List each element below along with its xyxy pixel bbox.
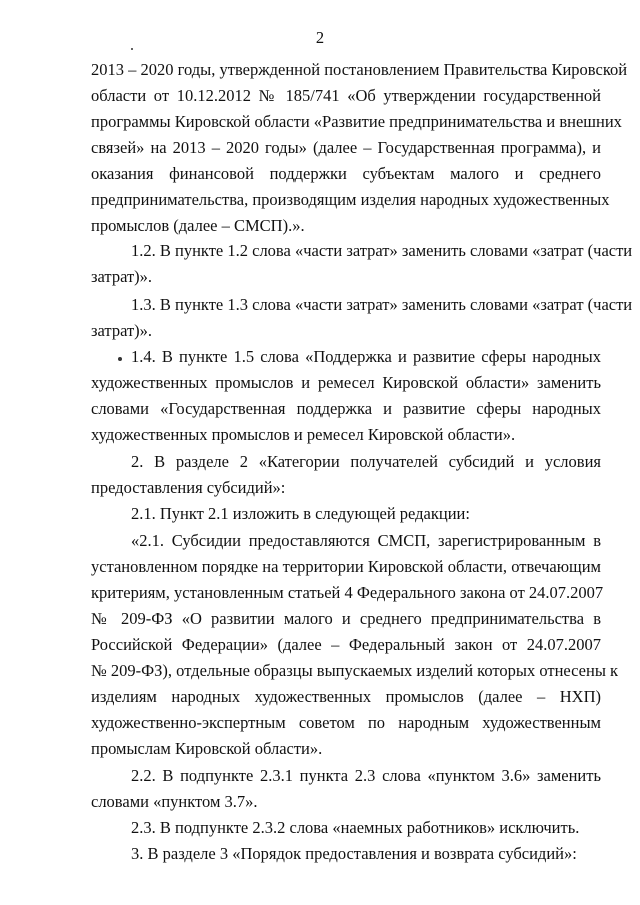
scan-speck <box>131 48 133 50</box>
text-line: 1.3. В пункте 1.3 слова «части затрат» заменить словами «затрат (части <box>131 295 633 314</box>
text-line: словами «Государственная поддержка и развитие сферы народных <box>91 399 601 418</box>
text-line: Российской Федерации» (далее – Федеральный закон от 24.07.2007 <box>91 635 601 654</box>
text-line: программы Кировской области «Развитие предпринимательства и внешних <box>91 112 622 131</box>
text-line: затрат)». <box>91 321 153 340</box>
text-line: художественно-экспертным советом по народным художественным <box>91 713 601 732</box>
text-line: 2.3. В подпункте 2.3.2 слова «наемных работников» исключить. <box>131 818 580 837</box>
text-line: затрат)». <box>91 267 153 286</box>
text-line: промыслов (далее – СМСП).». <box>91 216 305 235</box>
text-line: 2.2. В подпункте 2.3.1 пункта 2.3 слова «пунктом 3.6» заменить <box>131 766 601 785</box>
text-line: критериям, установленным статьей 4 Федерального закона от 24.07.2007 <box>91 583 604 602</box>
text-line: 3. В разделе 3 «Порядок предоставления и возврата субсидий»: <box>131 844 577 863</box>
text-line: предпринимательства, производящим изделия народных художественных <box>91 190 610 209</box>
text-line: области от 10.12.2012 № 185/741 «Об утверждении государственной <box>91 86 601 105</box>
text-line: «2.1. Субсидии предоставляются СМСП, зарегистрированным в <box>131 531 601 550</box>
text-line: установленном порядке на территории Кировской области, отвечающим <box>91 557 601 576</box>
text-line: 2. В разделе 2 «Категории получателей субсидий и условия <box>131 452 601 471</box>
text-line: изделиям народных художественных промыслов (далее – НХП) <box>91 687 601 706</box>
page-number: 2 <box>315 28 325 47</box>
text-line: связей» на 2013 – 2020 годы» (далее – Государственная программа), и <box>91 138 601 157</box>
text-line: № 209-ФЗ), отдельные образцы выпускаемых изделий которых отнесены к <box>91 661 619 680</box>
text-line: 2013 – 2020 годы, утвержденной постановлением Правительства Кировской <box>91 60 628 79</box>
scan-speck <box>118 357 122 361</box>
text-line: 2.1. Пункт 2.1 изложить в следующей редакции: <box>131 504 470 523</box>
text-line: промыслам Кировской области». <box>91 739 323 758</box>
text-line: словами «пунктом 3.7». <box>91 792 258 811</box>
text-line: художественных промыслов и ремесел Кировской области». <box>91 425 516 444</box>
text-line: 1.2. В пункте 1.2 слова «части затрат» заменить словами «затрат (части <box>131 241 633 260</box>
text-line: предоставления субсидий»: <box>91 478 286 497</box>
text-line: 1.4. В пункте 1.5 слова «Поддержка и развитие сферы народных <box>131 347 601 366</box>
text-line: № 209-ФЗ «О развитии малого и среднего предпринимательства в <box>91 609 601 628</box>
text-line: художественных промыслов и ремесел Кировской области» заменить <box>91 373 601 392</box>
text-line: оказания финансовой поддержки субъектам малого и среднего <box>91 164 601 183</box>
